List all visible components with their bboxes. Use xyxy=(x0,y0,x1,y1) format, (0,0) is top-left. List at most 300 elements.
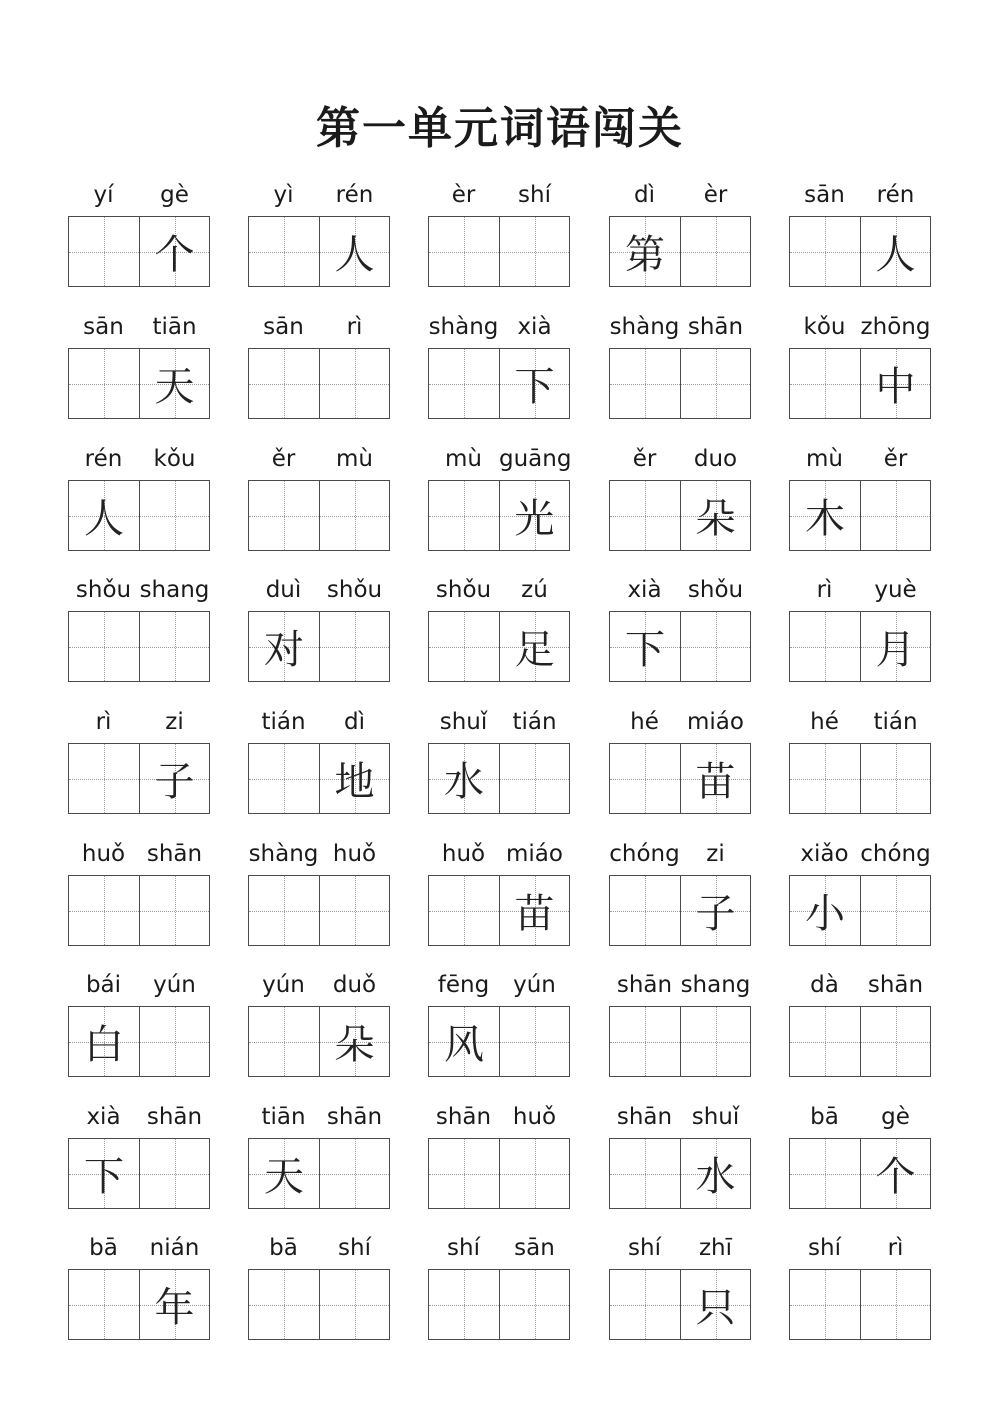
pinyin-row xyxy=(789,707,931,741)
hanzi-character: 个 xyxy=(154,232,195,278)
character-cell[interactable] xyxy=(610,1139,680,1208)
pinyin-syllable: sān xyxy=(804,182,845,208)
character-cell[interactable] xyxy=(319,1007,389,1076)
pinyin-syllable: nián xyxy=(149,1235,200,1261)
pinyin-syllable: rén xyxy=(335,182,374,208)
character-cell[interactable] xyxy=(69,349,139,418)
character-cell[interactable] xyxy=(680,744,750,813)
word-item xyxy=(68,312,218,419)
hanzi-character: 下 xyxy=(625,627,665,673)
word-item xyxy=(68,707,218,814)
pinyin-syllable: shān xyxy=(146,1104,203,1130)
hanzi-character: 月 xyxy=(875,627,916,673)
pinyin-syllable: rì xyxy=(887,1235,904,1261)
character-cell[interactable] xyxy=(860,481,930,550)
tianzige-boxes xyxy=(248,1269,390,1340)
character-cell[interactable] xyxy=(790,876,860,945)
character-cell[interactable] xyxy=(429,744,499,813)
pinyin-syllable: mù xyxy=(806,446,843,472)
word-item xyxy=(789,970,939,1077)
character-cell[interactable] xyxy=(790,1007,860,1076)
pinyin-syllable: bā xyxy=(810,1104,839,1130)
pinyin-syllable: rì xyxy=(346,314,363,340)
character-cell[interactable] xyxy=(429,481,499,550)
pinyin-row xyxy=(789,839,931,873)
pinyin-row xyxy=(428,1102,570,1136)
tianzige-boxes xyxy=(789,743,931,814)
character-cell[interactable] xyxy=(860,1007,930,1076)
tianzige-boxes xyxy=(789,875,931,946)
word-item xyxy=(789,575,939,682)
pinyin-syllable: yún xyxy=(153,972,196,998)
hanzi-character: 年 xyxy=(154,1285,195,1331)
hanzi-character: 足 xyxy=(514,627,555,673)
character-cell[interactable] xyxy=(319,876,389,945)
pinyin-row xyxy=(609,970,751,1004)
pinyin-syllable: shān xyxy=(616,972,673,998)
pinyin-syllable: huǒ xyxy=(81,841,126,867)
pinyin-syllable: rén xyxy=(876,182,915,208)
pinyin-syllable: yún xyxy=(513,972,556,998)
word-item xyxy=(609,839,759,946)
pinyin-syllable: zhōng xyxy=(860,314,931,340)
pinyin-syllable: mù xyxy=(445,446,482,472)
pinyin-row xyxy=(68,970,210,1004)
pinyin-row xyxy=(428,1233,570,1267)
pinyin-syllable: dì xyxy=(344,709,365,735)
hanzi-character: 人 xyxy=(334,232,375,278)
character-cell[interactable] xyxy=(139,612,209,681)
tianzige-boxes xyxy=(68,743,210,814)
word-item xyxy=(789,312,939,419)
character-cell[interactable] xyxy=(790,1270,860,1339)
pinyin-row xyxy=(248,707,390,741)
pinyin-syllable: ěr xyxy=(883,446,908,472)
pinyin-syllable: shí xyxy=(518,182,551,208)
character-cell[interactable] xyxy=(429,876,499,945)
pinyin-syllable: dì xyxy=(634,182,655,208)
character-cell[interactable] xyxy=(860,1139,930,1208)
tianzige-boxes xyxy=(609,1269,751,1340)
character-cell[interactable] xyxy=(680,876,750,945)
pinyin-syllable: fēng xyxy=(437,972,490,998)
pinyin-syllable: shàng xyxy=(428,314,499,340)
pinyin-syllable: chóng xyxy=(609,841,680,867)
pinyin-syllable: zú xyxy=(521,577,548,603)
character-cell[interactable] xyxy=(139,349,209,418)
character-cell[interactable] xyxy=(139,1139,209,1208)
pinyin-syllable: miáo xyxy=(687,709,744,735)
character-cell[interactable] xyxy=(610,481,680,550)
pinyin-syllable: huǒ xyxy=(441,841,486,867)
character-cell[interactable] xyxy=(499,349,569,418)
word-item xyxy=(428,970,578,1077)
tianzige-boxes xyxy=(428,743,570,814)
tianzige-boxes xyxy=(789,216,931,287)
pinyin-syllable: bái xyxy=(85,972,122,998)
tianzige-boxes xyxy=(68,875,210,946)
pinyin-row xyxy=(609,839,751,873)
character-cell[interactable] xyxy=(319,612,389,681)
word-item xyxy=(68,970,218,1077)
character-cell[interactable] xyxy=(790,481,860,550)
pinyin-syllable: bā xyxy=(89,1235,118,1261)
pinyin-row xyxy=(68,1233,210,1267)
pinyin-syllable: mù xyxy=(336,446,373,472)
hanzi-character: 木 xyxy=(805,496,845,542)
character-cell[interactable] xyxy=(499,876,569,945)
pinyin-syllable: shǒu xyxy=(435,577,492,603)
pinyin-syllable: kǒu xyxy=(153,446,196,472)
pinyin-row xyxy=(428,312,570,346)
word-item xyxy=(248,1102,398,1209)
pinyin-syllable: duì xyxy=(265,577,302,603)
pinyin-syllable: huǒ xyxy=(512,1104,557,1130)
tianzige-boxes xyxy=(609,743,751,814)
pinyin-syllable: miáo xyxy=(506,841,563,867)
word-item xyxy=(248,312,398,419)
pinyin-syllable: shuǐ xyxy=(691,1104,740,1130)
character-cell[interactable] xyxy=(139,876,209,945)
character-cell[interactable] xyxy=(680,612,750,681)
word-item xyxy=(248,180,398,287)
word-item xyxy=(609,444,759,551)
tianzige-boxes xyxy=(248,348,390,419)
character-cell[interactable] xyxy=(139,744,209,813)
tianzige-boxes xyxy=(609,1138,751,1209)
pinyin-row xyxy=(609,575,751,609)
character-cell[interactable] xyxy=(139,217,209,286)
pinyin-syllable: sān xyxy=(263,314,304,340)
hanzi-character: 只 xyxy=(695,1285,736,1331)
tianzige-boxes xyxy=(248,743,390,814)
word-item xyxy=(68,1233,218,1340)
pinyin-row xyxy=(248,1233,390,1267)
character-cell[interactable] xyxy=(249,1270,319,1339)
tianzige-boxes xyxy=(68,1138,210,1209)
pinyin-syllable: shǒu xyxy=(687,577,744,603)
hanzi-character: 天 xyxy=(264,1154,304,1200)
word-item xyxy=(428,1233,578,1340)
word-item xyxy=(789,444,939,551)
character-cell[interactable] xyxy=(499,612,569,681)
hanzi-character: 子 xyxy=(695,891,736,937)
character-cell[interactable] xyxy=(319,1270,389,1339)
hanzi-character: 中 xyxy=(875,364,916,410)
pinyin-row xyxy=(248,575,390,609)
pinyin-row xyxy=(609,1233,751,1267)
pinyin-row xyxy=(789,575,931,609)
word-item xyxy=(609,707,759,814)
word-item xyxy=(609,1102,759,1209)
word-item xyxy=(789,707,939,814)
pinyin-syllable: duǒ xyxy=(332,972,377,998)
pinyin-row xyxy=(428,839,570,873)
pinyin-syllable: tiān xyxy=(261,1104,306,1130)
character-cell[interactable] xyxy=(790,349,860,418)
character-cell[interactable] xyxy=(429,217,499,286)
pinyin-row xyxy=(609,444,751,478)
tianzige-boxes xyxy=(789,480,931,551)
character-cell[interactable] xyxy=(790,744,860,813)
pinyin-row xyxy=(68,707,210,741)
pinyin-row xyxy=(248,1102,390,1136)
pinyin-row xyxy=(248,970,390,1004)
character-cell[interactable] xyxy=(69,876,139,945)
tianzige-boxes xyxy=(248,1006,390,1077)
word-item xyxy=(68,1102,218,1209)
word-item xyxy=(68,839,218,946)
tianzige-boxes xyxy=(428,1269,570,1340)
pinyin-syllable: huǒ xyxy=(332,841,377,867)
character-cell[interactable] xyxy=(790,217,860,286)
character-cell[interactable] xyxy=(499,481,569,550)
pinyin-row xyxy=(789,180,931,214)
character-cell[interactable] xyxy=(139,481,209,550)
character-cell[interactable] xyxy=(69,744,139,813)
word-item xyxy=(428,839,578,946)
tianzige-boxes xyxy=(789,611,931,682)
character-cell[interactable] xyxy=(680,481,750,550)
hanzi-character: 子 xyxy=(154,759,195,805)
pinyin-syllable: shān xyxy=(435,1104,492,1130)
character-cell[interactable] xyxy=(69,217,139,286)
tianzige-boxes xyxy=(68,1269,210,1340)
character-cell[interactable] xyxy=(319,1139,389,1208)
pinyin-syllable: rì xyxy=(95,709,112,735)
tianzige-boxes xyxy=(789,348,931,419)
character-cell[interactable] xyxy=(429,612,499,681)
pinyin-syllable: yì xyxy=(273,182,294,208)
character-cell[interactable] xyxy=(139,1007,209,1076)
pinyin-row xyxy=(428,575,570,609)
word-item xyxy=(789,839,939,946)
character-cell[interactable] xyxy=(69,1270,139,1339)
character-cell[interactable] xyxy=(69,612,139,681)
character-cell[interactable] xyxy=(610,744,680,813)
pinyin-syllable: zi xyxy=(706,841,725,867)
character-cell[interactable] xyxy=(499,1007,569,1076)
word-item xyxy=(248,575,398,682)
pinyin-syllable: yí xyxy=(93,182,114,208)
tianzige-boxes xyxy=(68,611,210,682)
pinyin-syllable: èr xyxy=(703,182,728,208)
pinyin-syllable: dà xyxy=(810,972,839,998)
tianzige-boxes xyxy=(609,348,751,419)
character-cell[interactable] xyxy=(249,876,319,945)
tianzige-boxes xyxy=(428,480,570,551)
character-cell[interactable] xyxy=(69,1007,139,1076)
pinyin-syllable: tiān xyxy=(152,314,197,340)
pinyin-row xyxy=(609,312,751,346)
character-cell[interactable] xyxy=(319,349,389,418)
tianzige-boxes xyxy=(609,480,751,551)
word-item xyxy=(428,444,578,551)
pinyin-syllable: yún xyxy=(262,972,305,998)
tianzige-boxes xyxy=(248,480,390,551)
word-item xyxy=(428,707,578,814)
tianzige-boxes xyxy=(248,875,390,946)
pinyin-row xyxy=(609,707,751,741)
character-cell[interactable] xyxy=(249,349,319,418)
pinyin-row xyxy=(789,312,931,346)
pinyin-row xyxy=(428,180,570,214)
word-item xyxy=(789,180,939,287)
pinyin-row xyxy=(68,180,210,214)
character-cell[interactable] xyxy=(429,1139,499,1208)
pinyin-row xyxy=(248,180,390,214)
pinyin-syllable: xià xyxy=(627,577,662,603)
pinyin-row xyxy=(609,180,751,214)
pinyin-row xyxy=(68,312,210,346)
character-cell[interactable] xyxy=(249,1007,319,1076)
character-cell[interactable] xyxy=(139,1270,209,1339)
tianzige-boxes xyxy=(609,216,751,287)
character-cell[interactable] xyxy=(319,481,389,550)
pinyin-syllable: shān xyxy=(616,1104,673,1130)
hanzi-character: 水 xyxy=(444,759,484,805)
tianzige-boxes xyxy=(68,1006,210,1077)
pinyin-syllable: hé xyxy=(630,709,659,735)
pinyin-syllable: rì xyxy=(816,577,833,603)
tianzige-boxes xyxy=(789,1006,931,1077)
pinyin-syllable: gè xyxy=(881,1104,910,1130)
character-cell[interactable] xyxy=(790,612,860,681)
pinyin-syllable: shí xyxy=(447,1235,480,1261)
tianzige-boxes xyxy=(428,611,570,682)
pinyin-syllable: bā xyxy=(269,1235,298,1261)
character-cell[interactable] xyxy=(680,217,750,286)
pinyin-syllable: shí xyxy=(338,1235,371,1261)
character-cell[interactable] xyxy=(860,1270,930,1339)
word-item xyxy=(248,970,398,1077)
character-cell[interactable] xyxy=(860,876,930,945)
word-item xyxy=(789,1102,939,1209)
word-item xyxy=(428,1102,578,1209)
tianzige-boxes xyxy=(248,611,390,682)
character-cell[interactable] xyxy=(790,1139,860,1208)
character-cell[interactable] xyxy=(499,217,569,286)
tianzige-boxes xyxy=(248,1138,390,1209)
character-cell[interactable] xyxy=(319,744,389,813)
pinyin-syllable: shuǐ xyxy=(439,709,488,735)
pinyin-row xyxy=(68,444,210,478)
word-item xyxy=(248,444,398,551)
hanzi-character: 光 xyxy=(514,496,555,542)
pinyin-row xyxy=(428,707,570,741)
character-cell[interactable] xyxy=(610,1007,680,1076)
pinyin-row xyxy=(428,970,570,1004)
pinyin-syllable: hé xyxy=(810,709,839,735)
pinyin-syllable: shàng xyxy=(248,841,319,867)
character-cell[interactable] xyxy=(680,349,750,418)
character-cell[interactable] xyxy=(610,612,680,681)
pinyin-syllable: zhī xyxy=(698,1235,733,1261)
character-cell[interactable] xyxy=(69,481,139,550)
character-cell[interactable] xyxy=(429,1270,499,1339)
character-cell[interactable] xyxy=(249,1139,319,1208)
pinyin-syllable: shǒu xyxy=(326,577,383,603)
pinyin-row xyxy=(789,1233,931,1267)
pinyin-row xyxy=(789,1102,931,1136)
pinyin-row xyxy=(609,1102,751,1136)
character-cell[interactable] xyxy=(680,1270,750,1339)
character-cell[interactable] xyxy=(499,1270,569,1339)
tianzige-boxes xyxy=(428,1138,570,1209)
hanzi-character: 人 xyxy=(875,232,916,278)
pinyin-syllable: shān xyxy=(687,314,744,340)
tianzige-boxes xyxy=(68,348,210,419)
tianzige-boxes xyxy=(609,1006,751,1077)
pinyin-syllable: guāng xyxy=(499,446,572,472)
word-item xyxy=(68,180,218,287)
tianzige-boxes xyxy=(428,875,570,946)
word-item xyxy=(68,575,218,682)
page-title: 第一单元词语闯关 xyxy=(316,103,684,154)
hanzi-character: 苗 xyxy=(695,759,736,805)
character-cell[interactable] xyxy=(680,1139,750,1208)
character-cell[interactable] xyxy=(319,217,389,286)
character-cell[interactable] xyxy=(69,1139,139,1208)
pinyin-row xyxy=(248,444,390,478)
word-item xyxy=(428,180,578,287)
tianzige-boxes xyxy=(68,480,210,551)
character-cell[interactable] xyxy=(610,1270,680,1339)
pinyin-row xyxy=(789,444,931,478)
character-cell[interactable] xyxy=(249,744,319,813)
tianzige-boxes xyxy=(428,348,570,419)
tianzige-boxes xyxy=(789,1138,931,1209)
hanzi-character: 下 xyxy=(514,364,555,410)
character-cell[interactable] xyxy=(860,349,930,418)
word-item xyxy=(248,707,398,814)
pinyin-syllable: shān xyxy=(867,972,924,998)
character-cell[interactable] xyxy=(860,217,930,286)
character-cell[interactable] xyxy=(610,876,680,945)
pinyin-syllable: tián xyxy=(261,709,306,735)
hanzi-character: 个 xyxy=(875,1154,916,1200)
character-cell[interactable] xyxy=(860,612,930,681)
character-cell[interactable] xyxy=(610,217,680,286)
hanzi-character: 小 xyxy=(805,891,845,937)
character-cell[interactable] xyxy=(499,744,569,813)
character-cell[interactable] xyxy=(860,744,930,813)
hanzi-character: 白 xyxy=(84,1022,124,1068)
character-cell[interactable] xyxy=(680,1007,750,1076)
character-cell[interactable] xyxy=(429,349,499,418)
pinyin-row xyxy=(789,970,931,1004)
character-cell[interactable] xyxy=(249,481,319,550)
pinyin-syllable: ěr xyxy=(632,446,657,472)
pinyin-syllable: shang xyxy=(680,972,751,998)
character-cell[interactable] xyxy=(249,217,319,286)
character-cell[interactable] xyxy=(249,612,319,681)
pinyin-syllable: shí xyxy=(628,1235,661,1261)
character-cell[interactable] xyxy=(429,1007,499,1076)
hanzi-character: 水 xyxy=(695,1154,736,1200)
character-cell[interactable] xyxy=(499,1139,569,1208)
tianzige-boxes xyxy=(248,216,390,287)
pinyin-syllable: ěr xyxy=(271,446,296,472)
pinyin-syllable: kǒu xyxy=(803,314,846,340)
pinyin-syllable: tián xyxy=(512,709,557,735)
character-cell[interactable] xyxy=(610,349,680,418)
hanzi-character: 第 xyxy=(625,232,665,278)
tianzige-boxes xyxy=(428,216,570,287)
pinyin-row xyxy=(248,839,390,873)
word-item xyxy=(68,444,218,551)
tianzige-boxes xyxy=(789,1269,931,1340)
